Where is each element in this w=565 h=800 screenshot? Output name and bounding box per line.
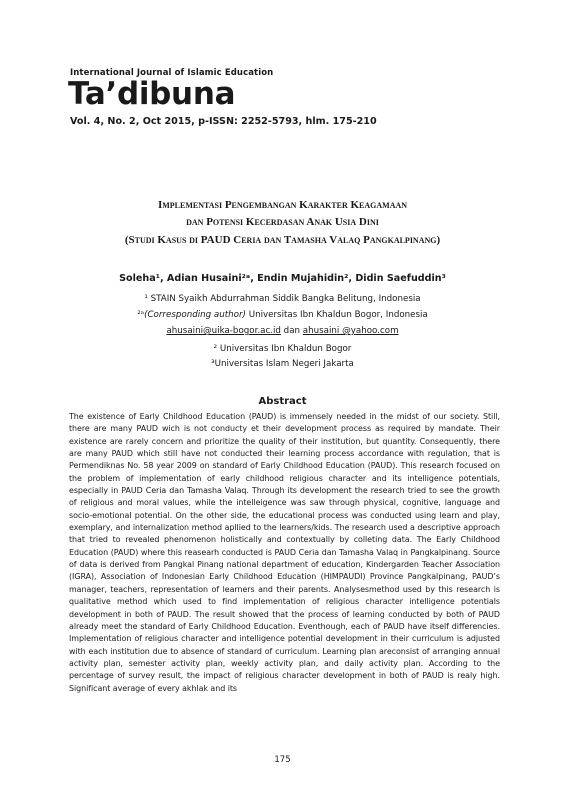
title-line-3: (Studi Kasus di PAUD Ceria dan Tamasha Valaq Pangkalpinang) [124,234,441,246]
email-link-1[interactable]: ahusaini@uika-bogor.ac.id [166,326,281,336]
journal-subtitle: International Journal of Islamic Education [70,68,274,78]
affiliation-2-marker: ²ᵃ [137,310,145,320]
email-link-2[interactable]: ahusaini @yahoo.com [302,326,399,336]
page-number: 175 [274,755,291,765]
affiliation-2-institution: Universitas Ibn Khaldun Bogor, Indonesia [245,310,428,320]
affiliation-1: ¹ STAIN Syaikh Abdurrahman Siddik Bangka Belitung, Indonesia [144,294,421,304]
volume-line: Vol. 4, No. 2, Oct 2015, p-ISSN: 2252-5793, hlm. 175-210 [70,116,377,127]
abstract-body: The existence of Early Childhood Education (PAUD) is immensely needed in the midst of our society. Still, there are many PAUD wich is not conducty et their development process as required by mandate. Their existence are rarely concern and prioritize the quality of their institution, but quantity. Consequently, there are many PAUD which still have not conducted their learning process accordance with regulation, that is Permendiknas No. 58 year 2009 on standard of Early Childhood Education (PAUD). This research focused on the problem of implementation of early childhood religious character and its intelligence potentials, especially in PAUD Ceria dan Tamasha Valaq. Through its development the research tried to see the growth of religious and moral values, while the intelleigence was saw through physical, cognitive, language and socio-emotional potential. On the other side, the educational process was conducted using learn and play, exemplary, and internalization method apllied to the learners/kids. The research used a descriptive approach that tried to revealed phenomenon holistically and contextually by colleting data. The Early Childhood Education (PAUD) where this reasearh conducted is PAUD Ceria dan Tamasha Valaq in Pangkalpinang. Source of data is derived from Pangkal Pinang national department of education, Kindergarden Teacher Association (IGRA), Association of Indonesian Early Childhood Education (HIMPAUDI) Province Pangkalpinang, PAUD’s manager, teachers, representation of learners and their parents. Analysesmethod used by this research is qualitative method which used to find implementation of religious character intelligence potentials development in both of PAUD. The result showed that the process of learning conducted by both of PAUD already meet the standard of Early Childhood Education. Eventhough, each of PAUD have itself differencies. Implementation of religious character and intelligence potential development in their curriculum is adjusted with each institution due to absence of standard of curriculum. Learning plan areconsist of arranging annual activity plan, semester activity plan, weekly activity plan, and daily activity plan. According to the percentage of survey result, the impact of religious character development in both of PAUD is realy high. Significant average of every akhlak and its [69,412,500,693]
affiliation-4: ³Universitas Islam Negeri Jakarta [211,359,354,369]
journal-name: Ta’dibuna [68,76,236,112]
author-list: Soleha¹, Adian Husaini²ᵃ, Endin Mujahidin², Didin Saefuddin³ [119,273,446,284]
title-line-1: Implementasi Pengembangan Karakter Keagamaan [157,199,408,211]
affiliation-3: ² Universitas Ibn Khaldun Bogor [213,344,352,354]
corresponding-author-label: (Corresponding author) [144,310,246,320]
title-line-2: dan Potensi Kecerdasan Anak Usia Dini [186,216,379,228]
email-separator: dan [280,326,303,336]
affiliation-2 [60,309,505,321]
abstract-heading: Abstract [258,396,307,407]
author-emails [60,325,505,337]
